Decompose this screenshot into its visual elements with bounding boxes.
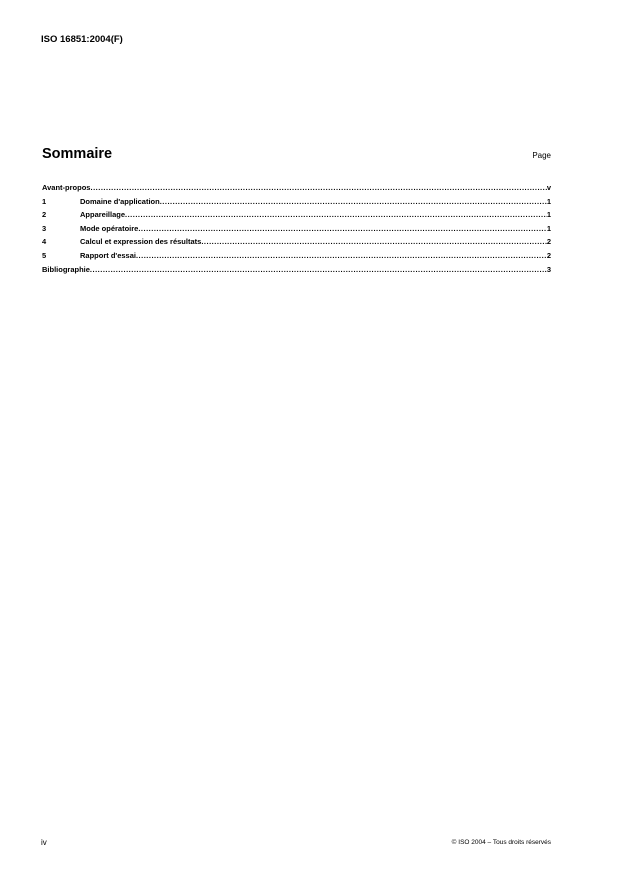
toc-entry-page: 1 bbox=[546, 223, 551, 233]
toc-entry-label: Avant-propos bbox=[42, 183, 91, 192]
toc-leader-dots bbox=[136, 251, 547, 260]
toc-entry-rapport[interactable] bbox=[42, 251, 551, 265]
toc-entry-label: Domaine d'application bbox=[80, 196, 160, 206]
toc-entry-number: 1 bbox=[42, 196, 47, 206]
toc-entry-mode-operatoire[interactable] bbox=[42, 224, 551, 238]
toc-entry-label: Rapport d'essai bbox=[80, 250, 136, 260]
toc-leader-dots bbox=[125, 210, 547, 219]
toc-entry-page: 1 bbox=[546, 196, 551, 206]
toc-entry-page: 2 bbox=[546, 237, 551, 247]
toc-entry-bibliographie[interactable] bbox=[42, 265, 551, 279]
toc-entry-page: 2 bbox=[546, 250, 551, 260]
toc-entry-number: 4 bbox=[42, 237, 47, 247]
toc-entry-number: 3 bbox=[42, 223, 47, 233]
toc-entry-page: 3 bbox=[546, 264, 551, 274]
toc-entry-label: Appareillage bbox=[80, 210, 126, 220]
toc-entry-number: 2 bbox=[42, 210, 47, 220]
toc-page-column-label: Page bbox=[532, 151, 551, 160]
toc-leader-dots bbox=[160, 197, 547, 206]
toc-header bbox=[42, 146, 551, 162]
toc-entry-page: 1 bbox=[546, 210, 551, 220]
toc-entry-label: Calcul et expression des résultats bbox=[80, 237, 202, 247]
toc-entry-appareillage[interactable] bbox=[42, 210, 551, 224]
footer-page-number: iv bbox=[41, 838, 47, 847]
toc-leader-dots bbox=[90, 183, 546, 192]
toc-entry-label: Bibliographie bbox=[42, 264, 90, 274]
document-identifier: ISO 16851:2004(F) bbox=[41, 34, 123, 45]
toc-entry-number: 5 bbox=[42, 250, 47, 260]
toc-entry-page: v bbox=[546, 183, 551, 192]
toc-leader-dots bbox=[138, 224, 546, 233]
toc-entry-domaine[interactable] bbox=[42, 197, 551, 211]
toc-leader-dots bbox=[201, 237, 547, 246]
toc-title: Sommaire bbox=[42, 146, 113, 162]
footer-copyright: © ISO 2004 – Tous droits réservés bbox=[451, 839, 551, 846]
toc-entry-label: Mode opératoire bbox=[80, 223, 139, 233]
toc-entry-calcul[interactable] bbox=[42, 237, 551, 251]
table-of-contents bbox=[42, 183, 551, 278]
toc-entry-avant-propos[interactable] bbox=[42, 183, 551, 197]
toc-leader-dots bbox=[90, 265, 547, 274]
